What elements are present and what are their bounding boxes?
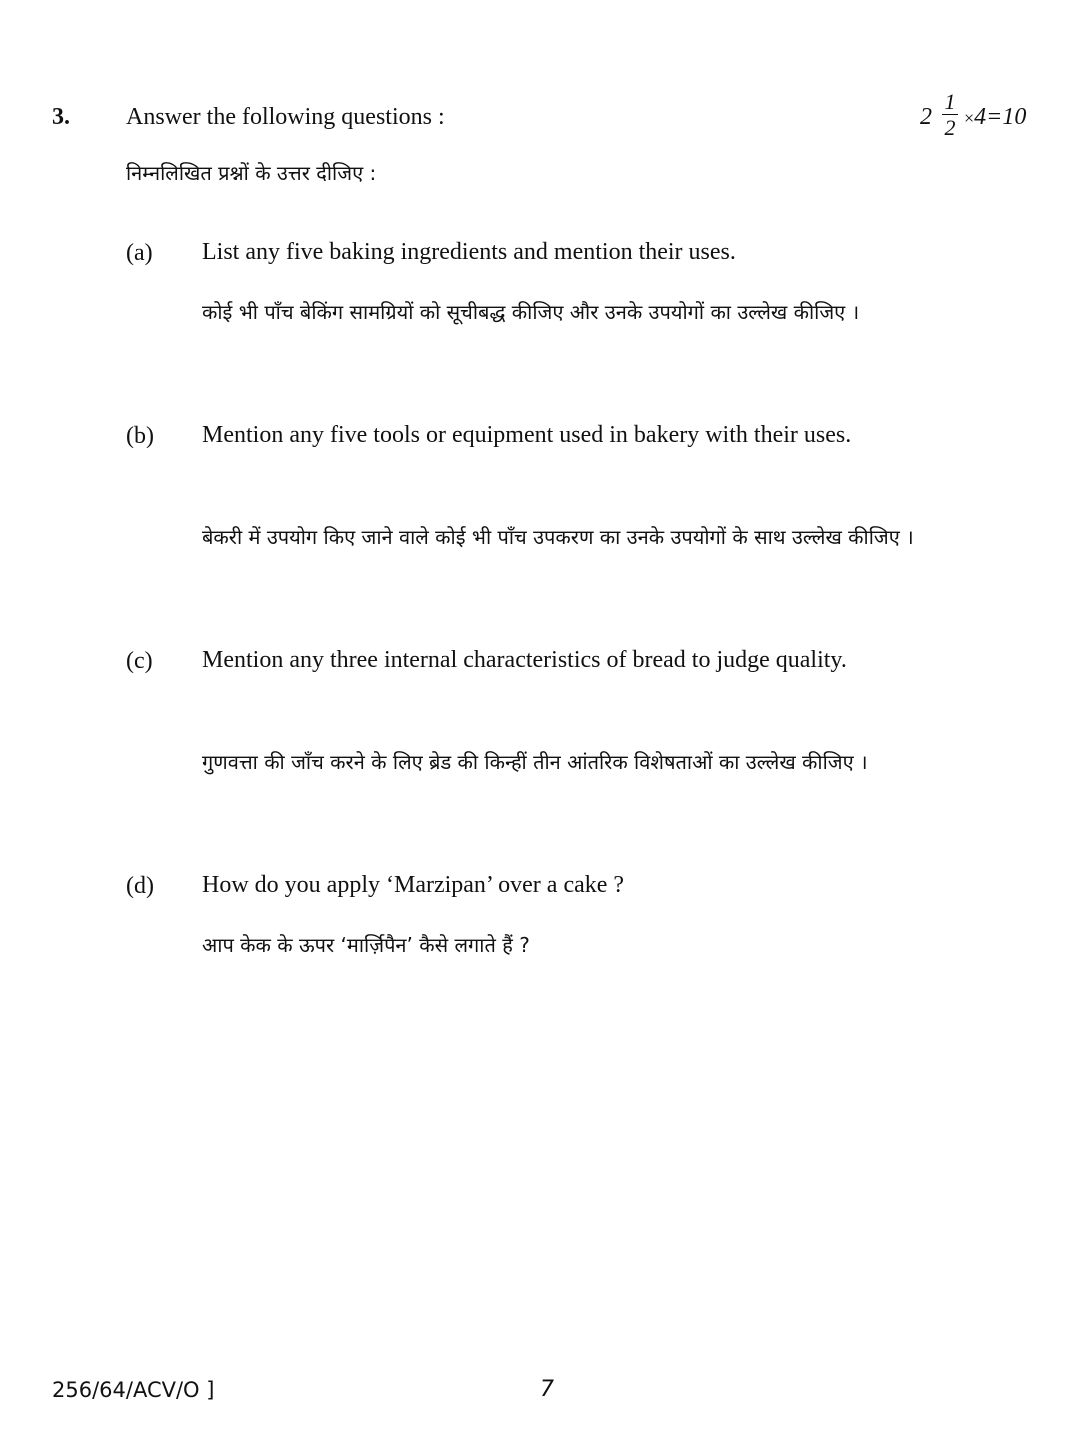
part-label: (c) [126, 648, 153, 674]
part-text-hi: गुणवत्ता की जाँच करने के लिए ब्रेड की किन्हीं तीन आंतरिक विशेषताओं का उल्लेख कीजिए । [202, 750, 868, 774]
marks-whole: 2 [920, 104, 932, 130]
question-part-d [126, 870, 986, 970]
part-label: (a) [126, 240, 153, 266]
part-text-hi: आप केक के ऊपर ‘मार्ज़िपैन’ कैसे लगाते हैं ? [202, 933, 530, 957]
marks-fraction-denominator: 2 [944, 115, 956, 140]
question-part-c [126, 645, 986, 825]
part-text-en: List any five baking ingredients and mention their uses. [202, 239, 736, 265]
part-text-hi: कोई भी पाँच बेकिंग सामग्रियों को सूचीबद्ध कीजिए और उनके उपयोगों का उल्लेख कीजिए । [202, 300, 860, 324]
marks-fraction [940, 90, 960, 141]
marks-total: 4=10 [974, 104, 1027, 130]
part-text-en: Mention any three internal characteristics of bread to judge quality. [202, 647, 847, 673]
question-part-a [126, 237, 986, 377]
paper-code: 256/64/ACV/O ] [52, 1378, 215, 1402]
times-sign: × [964, 108, 975, 128]
part-text-hi: बेकरी में उपयोग किए जाने वाले कोई भी पाँच उपकरण का उनके उपयोगों के साथ उल्लेख कीजिए । [202, 525, 914, 549]
marks-fraction-numerator: 1 [944, 89, 956, 114]
part-text-en: How do you apply ‘Marzipan’ over a cake ? [202, 872, 625, 898]
marks-allocation [920, 90, 1040, 150]
question-part-b [126, 420, 986, 600]
page-number: 7 [540, 1377, 554, 1402]
part-label: (b) [126, 423, 154, 449]
part-text-en: Mention any five tools or equipment used in bakery with their uses. [202, 422, 852, 448]
question-instruction-en: Answer the following questions : [126, 104, 445, 130]
question-number: 3. [52, 104, 70, 130]
marks-multiplier [964, 102, 1026, 133]
part-label: (d) [126, 873, 154, 899]
question-instruction-hi: निम्नलिखित प्रश्नों के उत्तर दीजिए : [126, 161, 377, 185]
